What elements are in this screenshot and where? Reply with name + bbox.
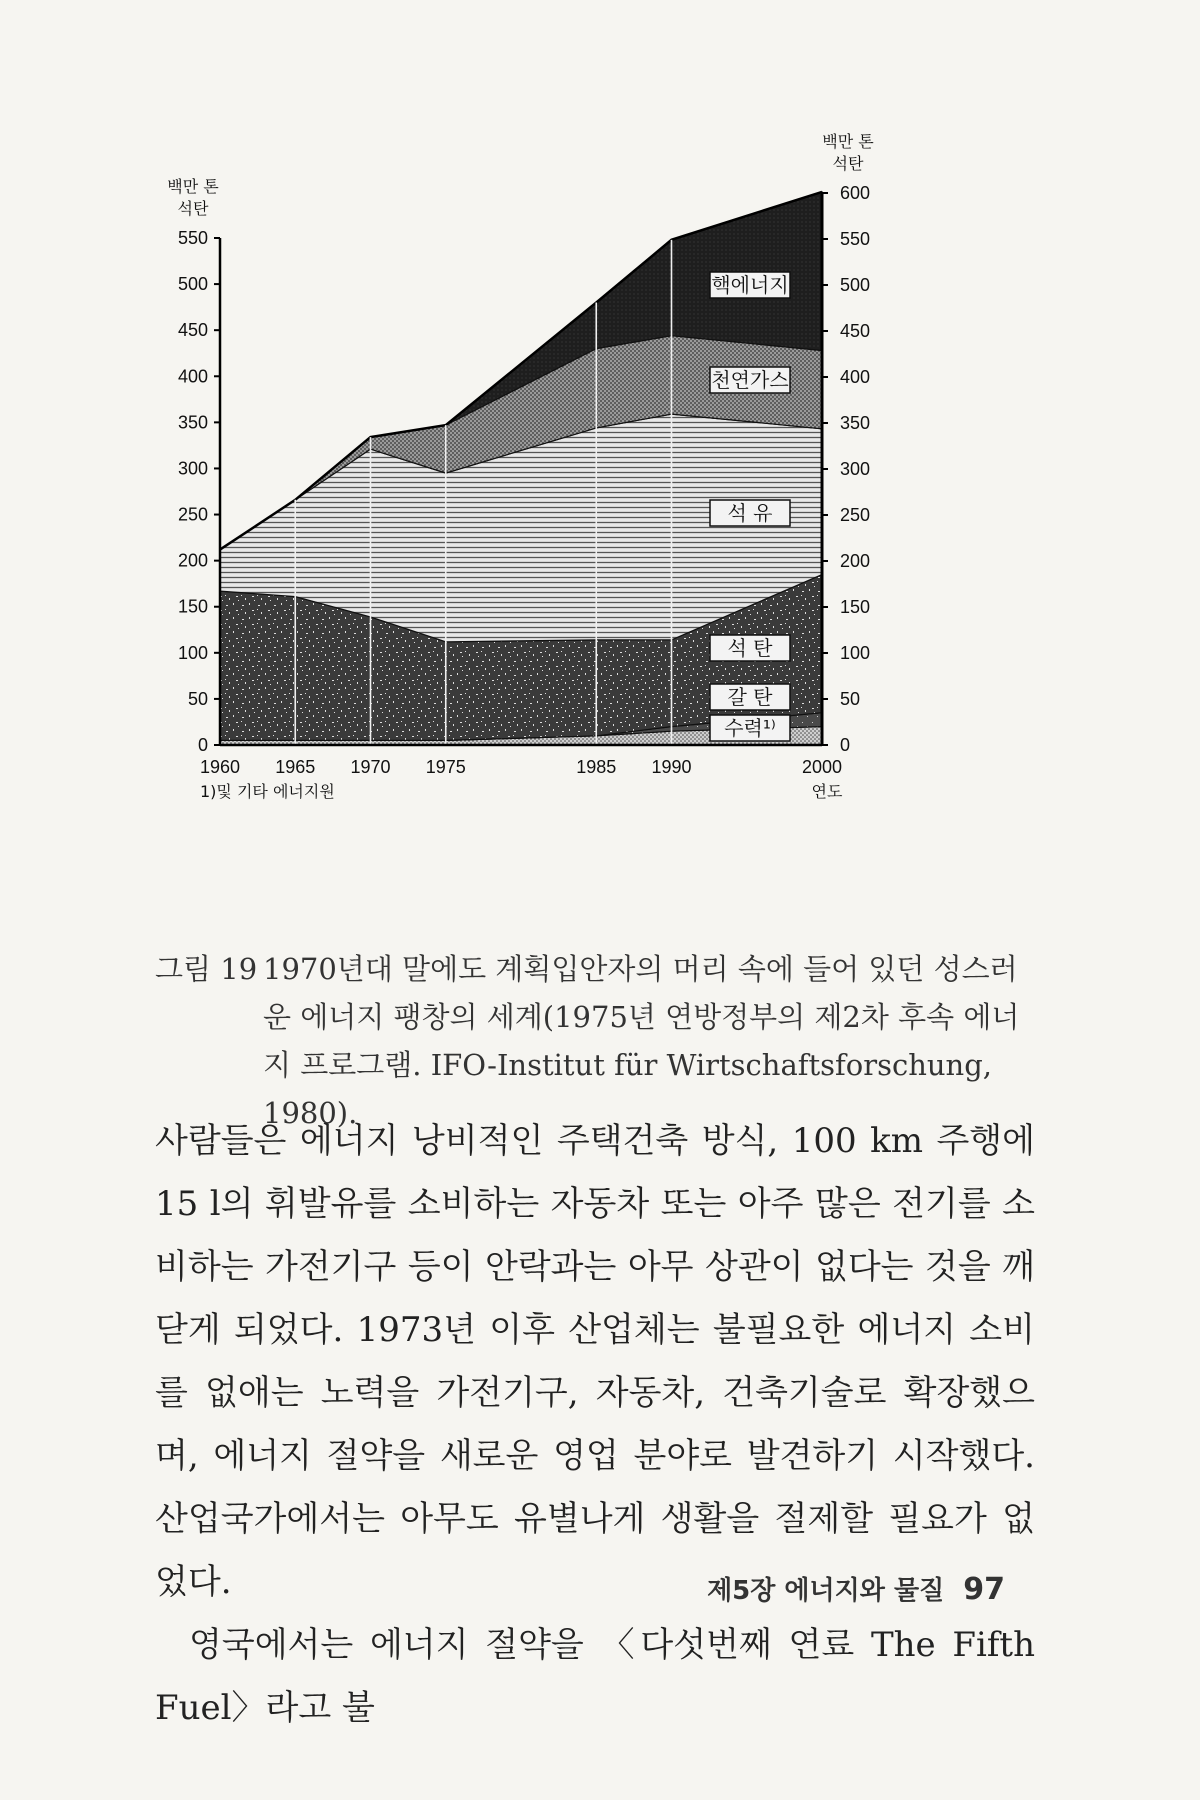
chapter-title: 제5장 에너지와 물질: [707, 1576, 945, 1606]
y-right-tick-label-500: 500: [840, 275, 871, 295]
y-left-tick-label-200: 200: [177, 550, 208, 571]
x-tick-label-1960: 1960: [199, 757, 241, 777]
page-footer: [707, 1570, 1005, 1607]
caption-label: 그림 19: [155, 952, 258, 986]
y-right-tick-label-300: 300: [840, 459, 871, 479]
y-left-unit-line-1: 백만 톤: [167, 177, 219, 196]
y-right-tick-label-150: 150: [840, 597, 871, 617]
x-tick-label-1970: 1970: [350, 757, 391, 777]
label-hydro-text: 수력¹⁾: [724, 716, 776, 740]
y-right-tick-label-100: 100: [840, 643, 871, 663]
x-tick-label-2000: 2000: [801, 757, 843, 777]
page-number: 97: [963, 1572, 1005, 1607]
label-lignite-text: 갈 탄: [727, 685, 773, 709]
label-oil: [710, 500, 790, 526]
label-oil-text: 석 유: [727, 501, 773, 525]
y-left-tick-label-250: 250: [177, 504, 208, 525]
y-right-tick-label-250: 250: [840, 505, 871, 525]
y-left-tick-label-0: 0: [197, 735, 208, 755]
y-left-tick-label-450: 450: [177, 320, 208, 341]
y-right-tick-label-0: 0: [840, 735, 851, 755]
paragraph-1: 사람들은 에너지 낭비적인 주택건축 방식, 100 km 주행에 15 l의 휘발유를 소비하는 자동차 또는 아주 많은 전기를 소비하는 가전기구 등이 안락과는 아무 상관이 없다는 것을 깨닫게 되었다. 1973년 이후 산업체는 불필요한 에너지 소비를 없애는 노력을 가전기구, 자동차, 건축기술로 확장했으며, 에너지 절약을 새로운 영업 분야로 발견하기 시작했다. 산업국가에서는 아무도 유별나게 생활을 절제할 필요가 없었다.: [155, 1121, 1035, 1602]
chart-footnote: 1)및 기타 에너지원: [200, 782, 335, 801]
x-tick-label-1965: 1965: [275, 757, 316, 777]
y-right-tick-label-600: 600: [840, 183, 871, 203]
y-left-tick-label-100: 100: [177, 642, 208, 663]
y-left-tick-label-150: 150: [177, 596, 208, 617]
paragraph-2: 영국에서는 에너지 절약을 〈다섯번째 연료 The Fifth Fuel〉라고 불: [155, 1625, 1035, 1728]
y-left-tick-label-50: 50: [187, 688, 208, 709]
label-nuclear-text: 핵에너지: [711, 273, 789, 297]
label-coal: [710, 635, 790, 661]
x-tick-label-1985: 1985: [576, 757, 617, 777]
x-tick-label-1975: 1975: [425, 757, 466, 777]
y-right-tick-label-400: 400: [840, 367, 871, 387]
body-text: [155, 1110, 1035, 1740]
y-left-tick-label-550: 550: [177, 228, 208, 248]
y-right-tick-label-50: 50: [840, 689, 861, 709]
y-right-tick-label-450: 450: [840, 321, 871, 341]
label-nuclear: [710, 272, 790, 298]
x-axis-label: 연도: [811, 782, 843, 801]
y-right-unit-line-1: 백만 톤: [822, 132, 874, 151]
y-left-tick-label-350: 350: [177, 412, 208, 433]
y-left-tick-label-500: 500: [177, 274, 208, 295]
y-right-tick-label-550: 550: [840, 229, 871, 249]
y-left-tick-label-300: 300: [177, 458, 208, 479]
y-left-tick-label-400: 400: [177, 366, 208, 387]
label-gas-text: 천연가스: [711, 368, 789, 392]
caption-text: 1970년대 말에도 계획입안자의 머리 속에 들어 있던 성스러운 에너지 팽창의 세계(1975년 연방정부의 제2차 후속 에너지 프로그램. IFO-Institut für Wirtschaftsforschung, 1980).: [263, 952, 1020, 1130]
y-right-unit-line-2: 석탄: [832, 154, 864, 173]
label-coal-text: 석 탄: [727, 636, 773, 660]
y-left-unit-line-2: 석탄: [177, 199, 209, 218]
x-tick-label-1990: 1990: [651, 757, 692, 777]
label-gas: [710, 367, 790, 393]
y-right-tick-label-350: 350: [840, 413, 871, 433]
y-right-tick-label-200: 200: [840, 551, 871, 571]
label-hydro: [710, 715, 790, 741]
label-lignite: [710, 684, 790, 710]
